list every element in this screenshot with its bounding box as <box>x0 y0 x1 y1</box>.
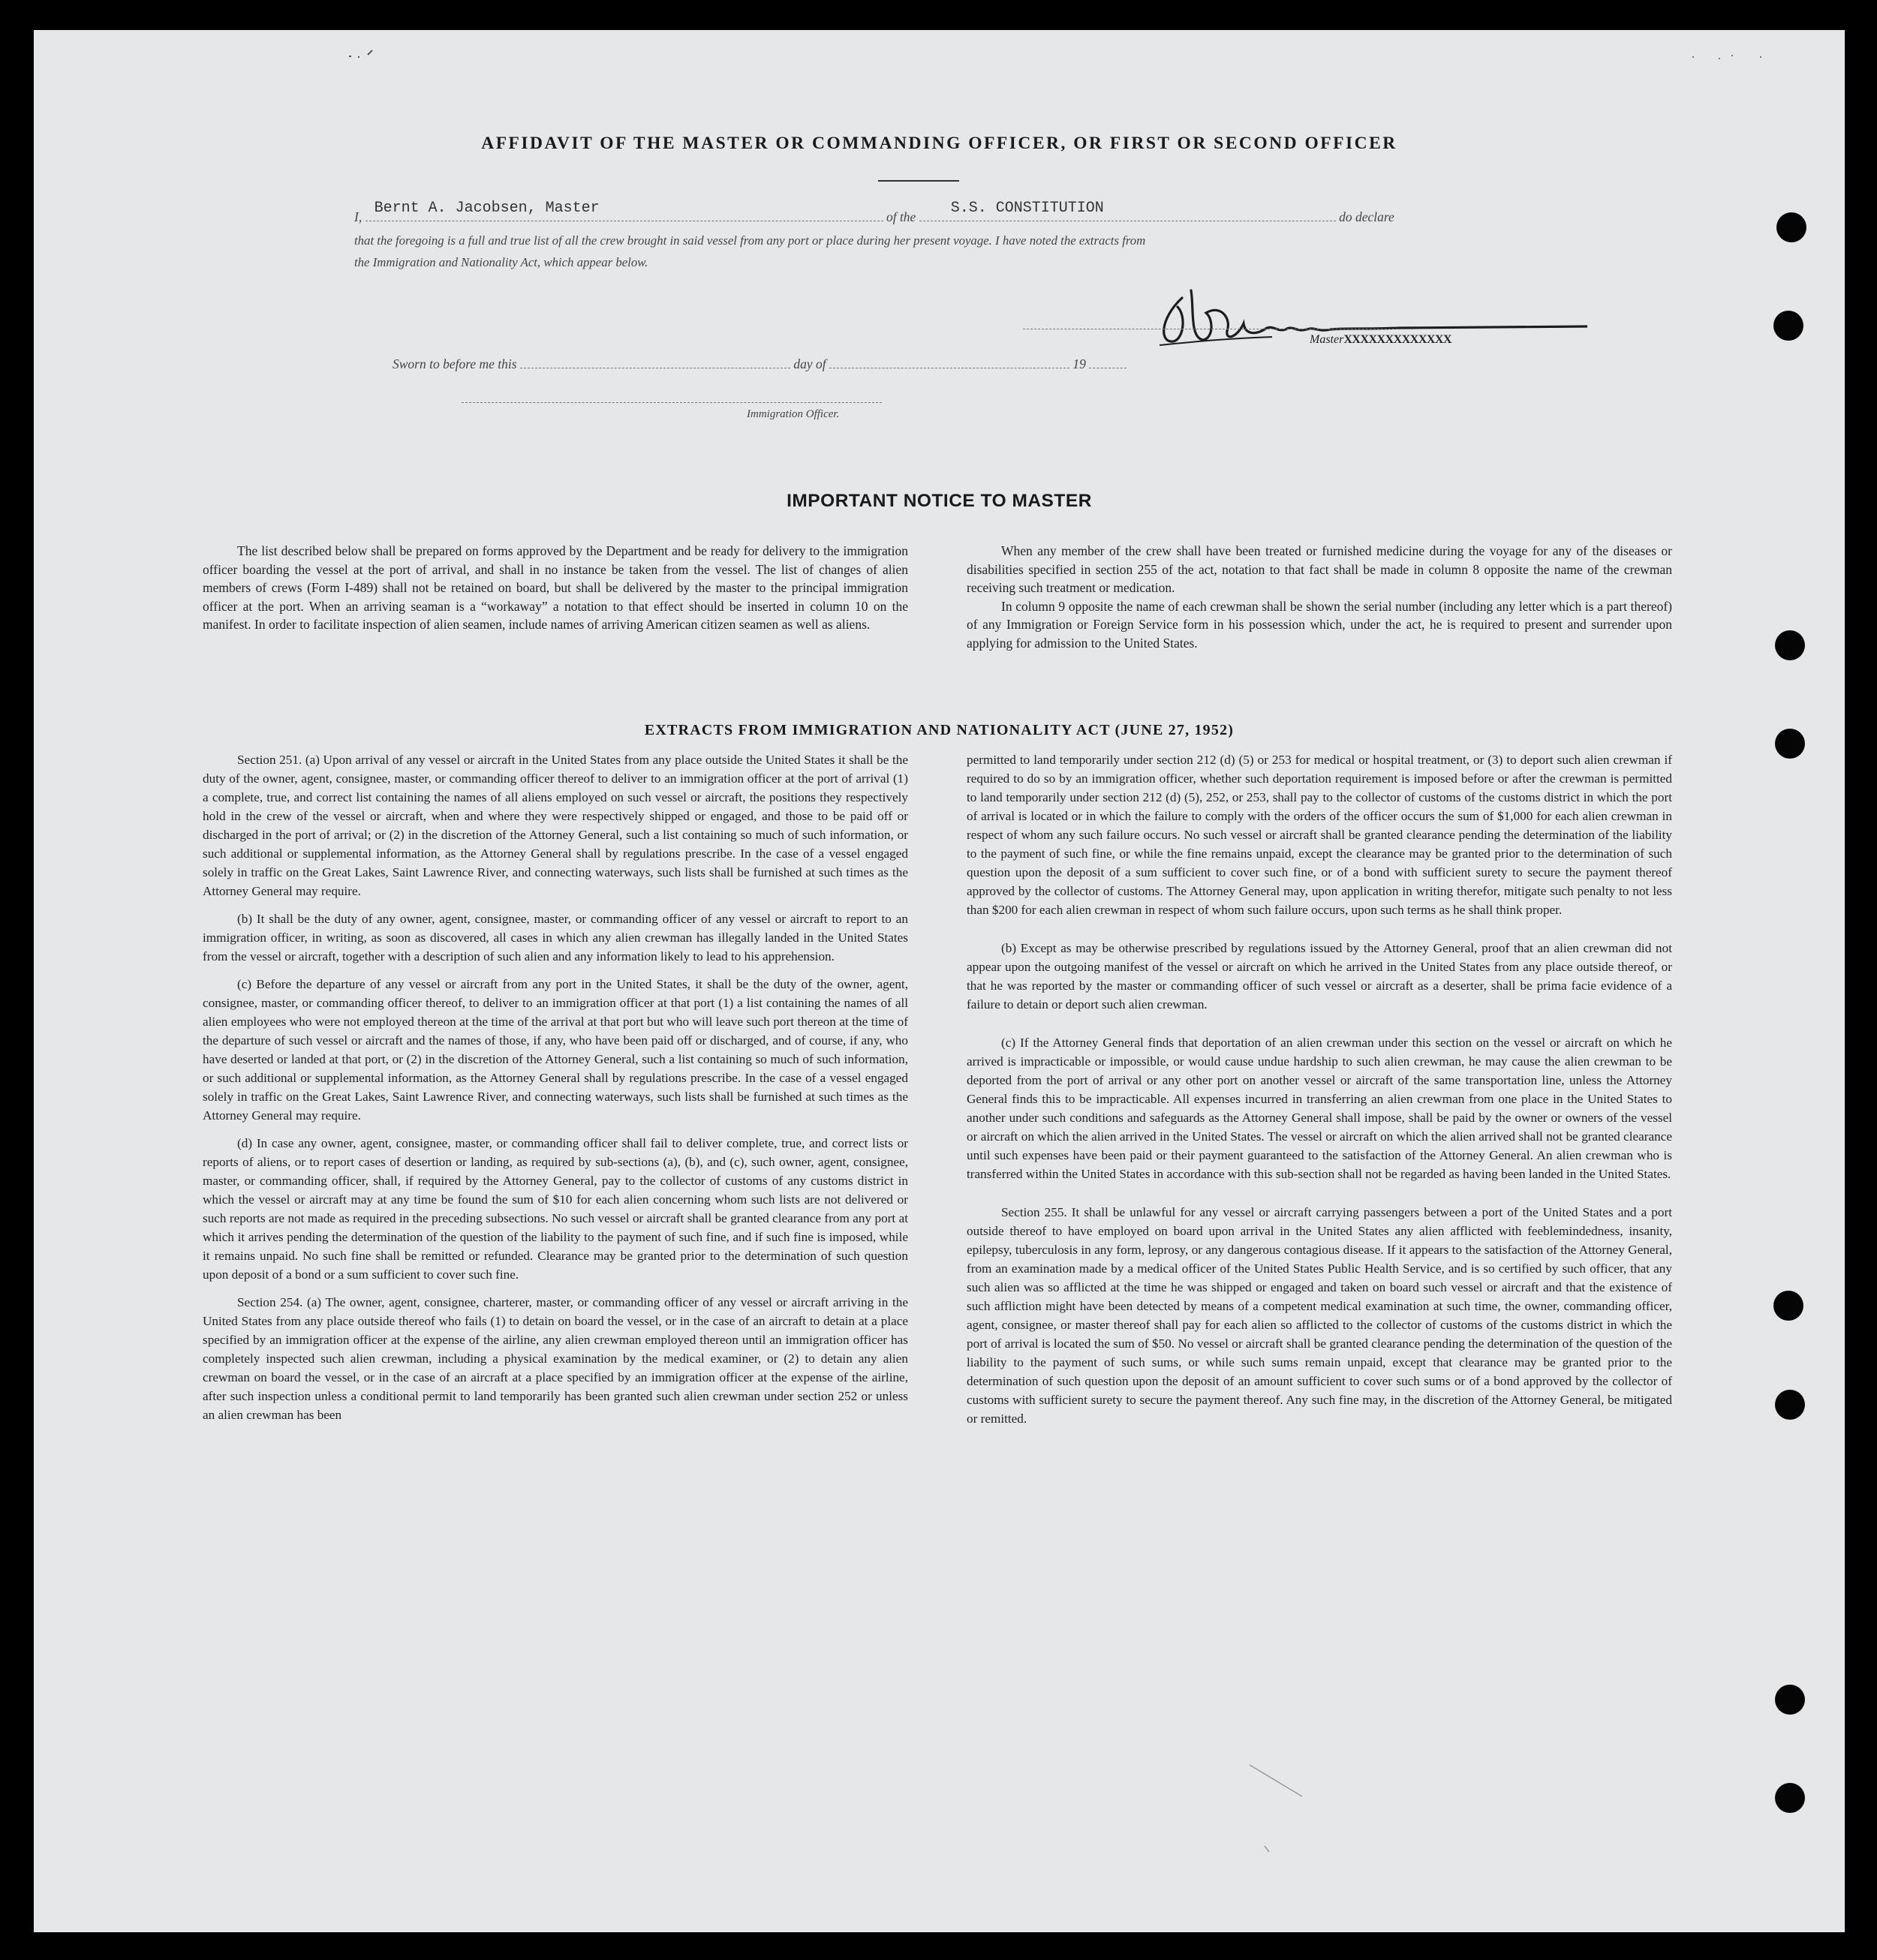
scan-marks <box>34 30 1845 1932</box>
document-page <box>34 30 1845 1932</box>
affidavit-title: AFFIDAVIT OF THE MASTER OR COMMANDING OFFICER, OR FIRST OR SECOND OFFICER <box>481 134 1397 153</box>
extracts-title: EXTRACTS FROM IMMIGRATION AND NATIONALITY ACT (JUNE 27, 1952) <box>644 722 1235 738</box>
section-251-d: (d) In case any owner, agent, consignee, master, or commanding officer shall fail to deliver complete, true, and correct lists or reports of aliens, or to report cases of desertion or landing, as required by sub-sections (a), (b), and (c), such owner, agent, consignee, master, or commanding officer, shall, if required by the Attorney General, pay to the collector of customs of any customs district in which the vessel or aircraft may at any time be found the sum of $10 for each alien concerning whom such lists are not delivered or such reports are not made as required in the preceding subsections. No such vessel or aircraft shall be granted clearance from any port at which it arrives pending the determination of the question of the liability to the payment of such fine, and if such fine is imposed, while it remains unpaid. No such fine shall be remitted or refunded. Clearance may be granted prior to the determination of such question upon deposit of a bond or a sum sufficient to cover such fine. <box>203 1136 908 1282</box>
section-254-a-continued: permitted to land temporarily under section 212 (d) (5) or 253 for medical or hospital treatment, or (3) to deport such alien crewman if required to do so by an immigration officer, whether such deportation requirement is imposed before or after the crewman is permitted to land temporarily under section 212 (d) (5), 252, or 253, shall pay to the collector of customs of the customs district in which the port of arrival is located or in which the failure to comply with the orders of the officer occurs the sum of $1,000 for each alien crewman in respect of whom any such failure occurs. No such vessel or aircraft shall be granted clearance pending the determination of the liability to the payment of such fine, or while the fine remains unpaid, except the clearance may be granted prior to the determination of such question upon the deposit of a sum sufficient to cover such fine, or of a bond with sufficient surety to secure the payment thereof approved by the collector of customs. The Attorney General may, upon application in writing therefor, mitigate such penalty to not less than $200 for each alien crewman in respect of whom such failure occurs, upon such terms as he shall think proper. <box>967 753 1672 917</box>
section-254-a: Section 254. (a) The owner, agent, consignee, charterer, master, or commanding officer of any vessel or aircraft arriving in the United States from any place outside thereof who fails (1) to detain on board the vessel, or in the case of an aircraft to detain at a place specified by an immigration officer at the expense of the airline, any alien crewman employed thereon until an immigration officer has completely inspected such alien crewman, including a physical examination by the medical examiner, or (2) to detain any alien crewman on board the vessel, or in the case of an aircraft at a place specified by an immigration officer at the expense of the airline, after such inspection unless a conditional permit to land temporarily has been granted such alien crewman under section 252 or unless an alien crewman has been <box>203 1295 908 1422</box>
day-of-label: day of <box>793 356 826 371</box>
section-251-b: (b) It shall be the duty of any owner, agent, consignee, master, or commanding officer of any vessel or aircraft to report to an immigration officer, in writing, as soon as discovered, all cases in which any alien crewman has illegally landed in the United States from the vessel or aircraft, together with a description of such alien and any information likely to lead to his apprehension. <box>203 912 908 963</box>
sworn-label: Sworn to before me this <box>393 356 517 371</box>
section-251-c: (c) Before the departure of any vessel or aircraft from any port in the United States, it shall be the duty of the owner, agent, consignee, master, or commanding officer thereof, to deliver to an immigration officer at that port (1) a list containing the names of all alien employees who were not employed thereon at the time of the arrival at that port but who will leave such port thereon at the time of the departure of such vessel or aircraft and the names of those, if any, who have been paid off or discharged, and of course, if any, who have deserted or landed at that port, or (2) in the discretion of the Attorney General, such a list containing so much of such information, or such additional or supplemental information, as the Attorney General shall by regulations prescribe. In the case of a vessel engaged solely in traffic on the Great Lakes, Saint Lawrence River, and connecting waterways, such lists shall be furnished at such times as the Attorney General may require. <box>203 977 908 1123</box>
notice-paragraph: The list described below shall be prepared on forms approved by the Department and be ready for delivery to the immigration officer boarding the vessel at the port of arrival, and shall in no instance be taken from the vessel. The list of changes of alien members of crews (Form I-489) shall not be retained on board, but shall be delivered by the master to the principal immigration officer at the port. When an arriving seaman is a “workaway” a notation to that effect should be inserted in column 10 on the manifest. In order to facilitate inspection of alien seamen, include names of arriving American citizen seamen as well as aliens. <box>203 543 908 632</box>
year-prefix: 19 <box>1072 356 1086 371</box>
notice-paragraph: In column 9 opposite the name of each crewman shall be shown the serial number (including any letter which is a part thereof) of any Immigration or Foreign Service form in his possession which, under the act, he is required to present and surrender upon applying for admission to the United States. <box>967 598 1672 651</box>
notice-title: IMPORTANT NOTICE TO MASTER <box>787 491 1092 511</box>
declarant-name: Bernt A. Jacobsen, Master <box>374 200 600 217</box>
signature-label: Master <box>1310 333 1344 346</box>
do-declare-label: do declare <box>1339 209 1394 224</box>
notice-paragraph: When any member of the crew shall have been treated or furnished medicine during the voyage for any of the diseases or disabilities specified in section 255 of the act, notation to that fact shall be made in column 8 opposite the name of the crewman receiving such treatment or medication. <box>967 543 1672 595</box>
struck-text: XXXXXXXXXXXXX <box>1343 333 1452 346</box>
section-255: Section 255. It shall be unlawful for any vessel or aircraft carrying passengers between a port of the United States and a port outside thereof to have employed on board upon arrival in the United States any alien afflicted with feeblemindedness, insanity, epilepsy, tuberculosis in any form, leprosy, or any dangerous contagious disease. If it appears to the satisfaction of the Attorney General, from an examination made by a medical officer of the United States Public Health Service, and is so certified by such officer, that any such alien was so afflicted at the time he was shipped or engaged and taken on board such vessel or aircraft and that the existence of such affliction might have been detected by means of a competent medical examination at such time, the owner, commanding officer, agent, consignee, or master thereof shall pay for each alien so afflicted to the collector of customs of the customs district in which the port of arrival is located the sum of $50. No vessel or aircraft shall be granted clearance pending the determination of the question of the liability to the payment of such sums, or while such sums remain unpaid, except that clearance may be granted prior to the determination of such question upon the deposit of an amount sufficient to cover such sums or of a bond approved by the collector of customs with sufficient surety to secure the payment thereof. Any such fine may, in the discretion of the Attorney General, be mitigated or remitted. <box>967 1205 1672 1426</box>
section-254-c: (c) If the Attorney General finds that deportation of an alien crewman under this section on the vessel or aircraft on which he arrived is impracticable or impossible, or would cause undue hardship to such alien crewman, he may cause the alien crewman to be deported from the port of arrival or any other port on another vessel or aircraft of the same transportation line, unless the Attorney General finds this to be impracticable. All expenses incurred in transferring an alien crewman from one place in the United States to another under such conditions and safeguards as the Attorney General shall impose, shall be paid by the owner or owners of the vessel or aircraft on which the alien arrived in the United States. The vessel or aircraft on which the alien arrived shall not be granted clearance until such expenses have been paid or their payment guaranteed to the satisfaction of the Attorney General. An alien crewman who is transferred within the United States in accordance with this sub-section shall not be regarded as having been landed in the United States. <box>967 1036 1672 1181</box>
of-the-label: of the <box>886 209 916 224</box>
section-251-a: Section 251. (a) Upon arrival of any vessel or aircraft in the United States from any place outside the United States it shall be the duty of the owner, agent, consignee, master, or commanding officer thereof to deliver to an immigration officer at the port of arrival (1) a complete, true, and correct list containing the names of all aliens employed on such vessel or aircraft, the positions they respectively hold in the crew of the vessel or aircraft, when and where they were respectively shipped or engaged, and those to be paid off or discharged in the port of arrival; or (2) in the discretion of the Attorney General, such a list containing so much of such information, or such additional or supplemental information, as the Attorney General shall by regulations prescribe. In the case of a vessel engaged solely in traffic on the Great Lakes, Saint Lawrence River, and connecting waterways, such lists shall be furnished at such times as the Attorney General may require. <box>203 753 908 898</box>
section-254-b: (b) Except as may be otherwise prescribed by regulations issued by the Attorney General, proof that an alien crewman did not appear upon the outgoing manifest of the vessel or aircraft on which he arrived in the United States from any place outside thereof, or that he was reported by the master or commanding officer of such vessel or aircraft as a deserter, shall be prima facie evidence of a failure to detain or deport such alien crewman. <box>967 941 1672 1012</box>
statement-line-2: the Immigration and Nationality Act, which appear below. <box>354 255 648 269</box>
vessel-name: S.S. CONSTITUTION <box>950 200 1104 217</box>
officer-label: Immigration Officer. <box>747 408 840 420</box>
statement-line-1: that the foregoing is a full and true list of all the crew brought in said vessel from any port or place during her present voyage. I have noted the extracts from <box>354 233 1146 248</box>
declaration-prefix: I, <box>354 209 362 224</box>
